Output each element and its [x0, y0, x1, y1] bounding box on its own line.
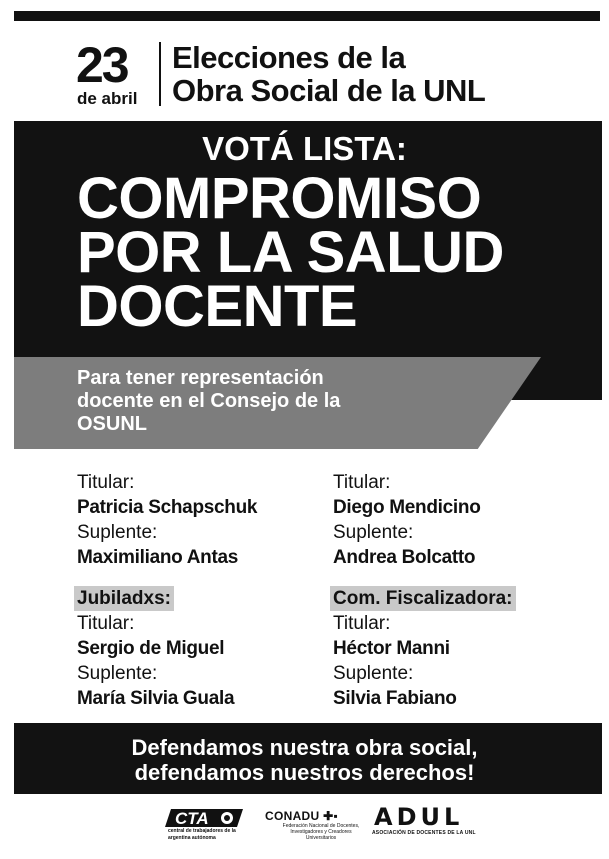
suplente-name: Silvia Fabiano — [333, 688, 457, 709]
suplente-name: María Silvia Guala — [77, 688, 235, 709]
slogan-line-1: Defendamos nuestra obra social, — [131, 735, 478, 760]
cta-logo-text: CTA — [175, 809, 209, 828]
page-title — [172, 41, 485, 107]
candidates-left-top — [77, 470, 257, 570]
adul-logo: ADUL — [374, 803, 464, 831]
purpose-line-1: Para tener representación — [77, 367, 324, 389]
suplente-label: Suplente: — [333, 522, 414, 543]
conadu-logo-text: CONADU — [265, 809, 320, 823]
election-month: de abril — [77, 89, 138, 108]
section-heading: Jubiladxs: — [74, 586, 174, 611]
list-name-line-2: POR LA SALUD — [77, 220, 504, 285]
conadu-logo — [265, 809, 338, 823]
conadu-subtitle: Federación Nacional de Docentes, Investigadores y Creadores Universitarios — [282, 823, 360, 841]
purpose-text — [77, 367, 340, 436]
adul-subtitle: ASOCIACIÓN DE DOCENTES DE LA UNL — [372, 830, 476, 836]
suplente-label: Suplente: — [333, 663, 414, 684]
top-bar — [14, 11, 600, 21]
purpose-line-3: OSUNL — [77, 413, 147, 435]
list-name-line-1: COMPROMISO — [77, 166, 482, 231]
cta-logo — [165, 807, 245, 829]
candidates-fiscalizadora — [330, 586, 516, 711]
titular-label: Titular: — [77, 472, 135, 493]
title-line-1: Elecciones de la — [172, 40, 406, 75]
suplente-name: Andrea Bolcatto — [333, 547, 476, 568]
conadu-plus-icon: ✚▪ — [319, 809, 339, 823]
election-day: 23 — [76, 37, 128, 93]
titular-label: Titular: — [333, 472, 391, 493]
cta-subtitle: central de trabajadores de la argentina autónoma — [168, 828, 236, 841]
titular-name: Diego Mendicino — [333, 497, 481, 518]
list-name — [77, 166, 504, 339]
titular-label: Titular: — [77, 613, 135, 634]
section-heading: Com. Fiscalizadora: — [330, 586, 516, 611]
slogan-line-2: defendamos nuestros derechos! — [134, 760, 475, 785]
candidates-jubiladxs — [74, 586, 234, 711]
titular-name: Héctor Manni — [333, 638, 450, 659]
list-name-line-3: DOCENTE — [77, 274, 358, 339]
suplente-name: Maximiliano Antas — [77, 547, 239, 568]
slogan-text — [0, 735, 609, 785]
titular-name: Patricia Schapschuk — [77, 497, 258, 518]
purpose-line-2: docente en el Consejo de la — [77, 390, 341, 412]
vota-lista-label: VOTÁ LISTA: — [202, 130, 407, 167]
titular-name: Sergio de Miguel — [77, 638, 225, 659]
titular-label: Titular: — [333, 613, 391, 634]
suplente-label: Suplente: — [77, 522, 158, 543]
title-line-2: Obra Social de la UNL — [172, 73, 486, 108]
candidates-right-top — [333, 470, 481, 570]
suplente-label: Suplente: — [77, 663, 158, 684]
header-divider — [159, 42, 161, 106]
